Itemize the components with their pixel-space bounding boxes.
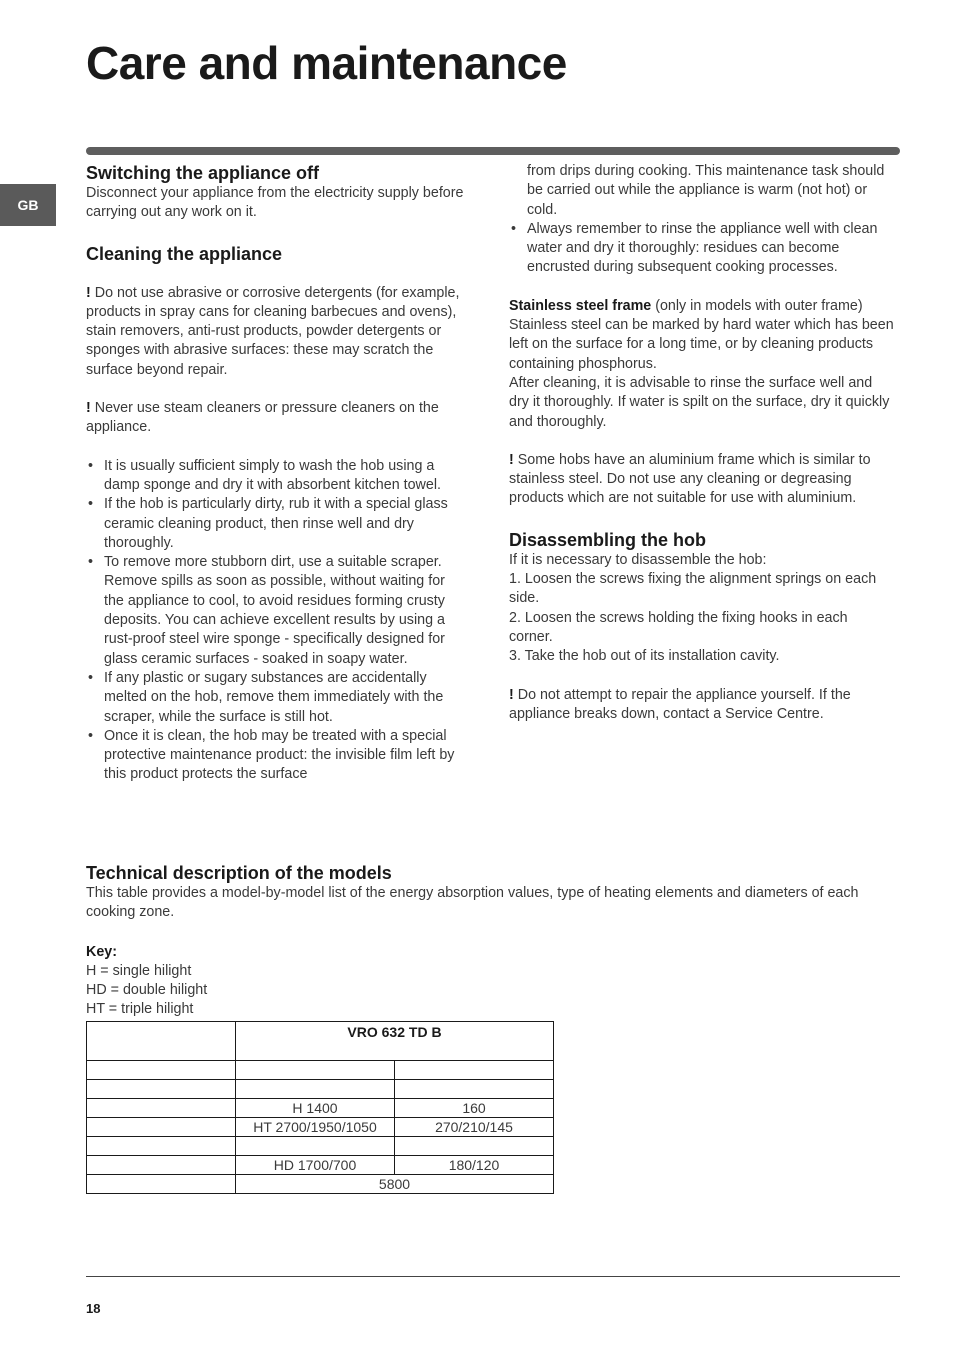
table-cell	[395, 1061, 554, 1080]
switching-heading: Switching the appliance off	[86, 163, 320, 183]
warning-mark: !	[509, 451, 514, 468]
stainless-text-2: After cleaning, it is advisable to rinse the surface well and dry it thoroughly. If water is spilt on the surface, dry it quickly and thoroughly.	[509, 374, 890, 430]
warning-text: Do not attempt to repair the appliance yourself. If the appliance breaks down, contact a Service Centre.	[509, 686, 851, 722]
warning-mark: !	[86, 284, 91, 301]
list-item: • If any plastic or sugary substances are accidentally melted on the hob, remove them immediately with the scraper, while the surface is still hot.	[86, 669, 466, 727]
warning-text: Do not use abrasive or corrosive detergents (for example, products in spray cans for cleaning barbecues and ovens), stain removers, anti-rust products, powder detergents or sponges with abrasive surfaces: these may scratch the surface beyond repair.	[86, 284, 460, 378]
language-tab: GB	[0, 184, 56, 226]
left-column	[86, 162, 466, 785]
warning-text: Some hobs have an aluminium frame which is similar to stainless steel. Do not use any cleaning or degreasing products which are not suitable for use with aluminium.	[509, 451, 871, 507]
table-row	[87, 1156, 554, 1175]
footer-rule	[86, 1276, 900, 1277]
table-row	[87, 1118, 554, 1137]
list-item: • To remove more stubborn dirt, use a suitable scraper. Remove spills as soon as possible, without waiting for the appliance to cool, to avoid residues forming crusty deposits. You can achieve excellent results by using a rust-proof steel wire sponge - specifically designed for glass ceramic surfaces - soaked in soapy water.	[86, 553, 466, 669]
table-cell: 270/210/145	[395, 1118, 554, 1137]
stainless-warning	[509, 451, 894, 509]
key-item: HT = triple hilight	[86, 1001, 194, 1018]
table-cell	[395, 1080, 554, 1099]
stainless-text-1: Stainless steel can be marked by hard water which has been left on the surface for a long time, or by cleaning products containing phosphorus.	[509, 317, 894, 372]
key-item: HD = double hilight	[86, 982, 208, 999]
list-item: 3. Take the hob out of its installation cavity.	[509, 648, 780, 665]
stainless-lead-bold: Stainless steel frame	[509, 297, 652, 314]
table-cell: HD 1700/700	[236, 1156, 395, 1175]
technical-text: This table provides a model-by-model list of the energy absorption values, type of heating elements and diameters of each cooking zone.	[86, 885, 859, 921]
warning-text: Never use steam cleaners or pressure cleaners on the appliance.	[86, 400, 439, 436]
disassembling-warning	[509, 686, 894, 725]
technical-heading: Technical description of the models	[86, 863, 392, 883]
total-power-cell: 5800	[236, 1175, 554, 1194]
list-item: • It is usually sufficient simply to wash the hob using a damp sponge and dry it with absorbent kitchen towel.	[86, 457, 466, 496]
cleaning-warning-2	[86, 399, 466, 438]
page-title: Care and maintenance	[86, 37, 567, 89]
disassembling-heading: Disassembling the hob	[509, 529, 707, 550]
table-cell	[236, 1080, 395, 1099]
warning-mark: !	[86, 400, 91, 417]
warning-mark: !	[509, 686, 514, 703]
table-row	[87, 1099, 554, 1118]
key-label: Key:	[86, 943, 117, 960]
table-cell	[87, 1175, 236, 1194]
list-item: 1. Loosen the screws fixing the alignment springs on each side.	[509, 571, 877, 607]
table-cell	[87, 1156, 236, 1175]
page-number: 18	[86, 1301, 101, 1316]
cleaning-bullet-list	[86, 457, 466, 785]
table-cell: HT 2700/1950/1050	[236, 1118, 395, 1137]
table-cell	[236, 1061, 395, 1080]
table-cell	[87, 1137, 236, 1156]
key-item: H = single hilight	[86, 962, 192, 979]
model-name-cell: VRO 632 TD B	[236, 1022, 554, 1061]
list-item: 2. Loosen the screws holding the fixing hooks in each corner.	[509, 609, 848, 645]
table-cell	[87, 1061, 236, 1080]
table-header-row	[87, 1022, 554, 1061]
model-spec-table	[86, 1021, 554, 1194]
table-row	[87, 1137, 554, 1156]
table-row	[87, 1080, 554, 1099]
right-column	[509, 162, 894, 724]
table-cell: 180/120	[395, 1156, 554, 1175]
list-item: • If the hob is particularly dirty, rub it with a special glass ceramic cleaning product, then rinse well and dry thoroughly.	[86, 495, 466, 553]
stainless-lead	[509, 297, 894, 316]
table-cell	[87, 1080, 236, 1099]
stainless-lead-note: (only in models with outer frame)	[651, 297, 863, 314]
switching-text: Disconnect your appliance from the electricity supply before carrying out any work on it.	[86, 185, 464, 221]
disassembling-intro: If it is necessary to disassemble the hob:	[509, 551, 767, 568]
table-cell	[87, 1022, 236, 1061]
header-rule	[86, 147, 900, 155]
cleaning-bullet-list-cont	[509, 220, 894, 278]
table-cell	[87, 1118, 236, 1137]
table-cell: H 1400	[236, 1099, 395, 1118]
table-cell: 160	[395, 1099, 554, 1118]
list-item: • Always remember to rinse the appliance well with clean water and dry it thoroughly: residues can become encrusted during subsequent cooking processes.	[509, 220, 894, 278]
table-row	[87, 1061, 554, 1080]
table-cell	[87, 1099, 236, 1118]
list-item: • Once it is clean, the hob may be treated with a special protective maintenance product: the invisible film left by this product protects the surface	[86, 727, 466, 785]
bullet-continuation: from drips during cooking. This maintenance task should be carried out while the appliance is warm (not hot) or cold.	[527, 163, 885, 218]
table-cell	[236, 1137, 395, 1156]
cleaning-warning-1	[86, 284, 466, 380]
technical-section	[86, 862, 900, 1020]
cleaning-heading: Cleaning the appliance	[86, 243, 283, 264]
table-cell	[395, 1137, 554, 1156]
table-total-row	[87, 1175, 554, 1194]
